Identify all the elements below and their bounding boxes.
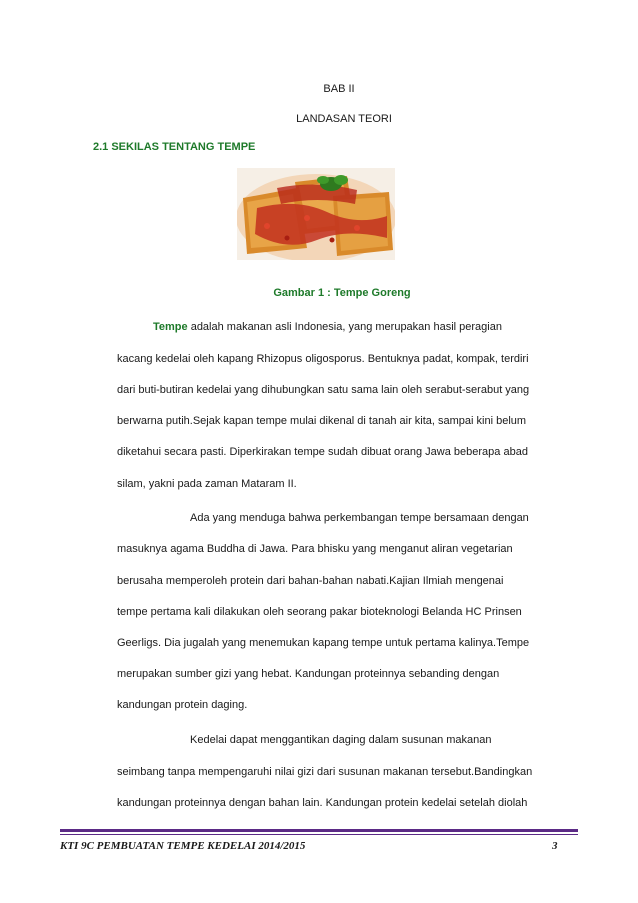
footer-rule-thin <box>60 834 578 835</box>
figure-caption: Gambar 1 : Tempe Goreng <box>273 287 411 299</box>
paragraph-3-line-1: Kedelai dapat menggantikan daging dalam susunan makanan <box>190 734 492 746</box>
paragraph-2-line-5: Geerligs. Dia jugalah yang menemukan kapang tempe untuk pertama kalinya.Tempe <box>117 637 530 649</box>
tempe-goreng-image <box>237 168 395 260</box>
chapter-label: BAB II <box>323 83 355 95</box>
footer-title: KTI 9C PEMBUATAN TEMPE KEDELAI 2014/2015 <box>60 840 306 852</box>
paragraph-2-line-6: merupakan sumber gizi yang hebat. Kandungan proteinnya sebanding dengan <box>117 668 500 680</box>
chapter-title: LANDASAN TEORI <box>296 113 392 125</box>
footer-rule-thick <box>60 829 578 832</box>
paragraph-1-line-5: diketahui secara pasti. Diperkirakan tempe sudah dibuat orang Jawa beberapa abad <box>117 446 528 458</box>
paragraph-1-line-6: silam, yakni pada zaman Mataram II. <box>117 478 297 490</box>
paragraph-3-line-3: kandungan proteinnya dengan bahan lain. Kandungan protein kedelai setelah diolah <box>117 797 528 809</box>
paragraph-1-line-1 <box>153 321 502 333</box>
paragraph-3-line-2: seimbang tanpa mempengaruhi nilai gizi dari susunan makanan tersebut.Bandingkan <box>117 766 533 778</box>
paragraph-2-line-4: tempe pertama kali dilakukan oleh seorang pakar bioteknologi Belanda HC Prinsen <box>117 606 522 618</box>
paragraph-2-line-1: Ada yang menduga bahwa perkembangan tempe bersamaan dengan <box>190 512 529 524</box>
paragraph-1-line-4: berwarna putih.Sejak kapan tempe mulai dikenal di tanah air kita, sampai kini belum <box>117 415 527 427</box>
paragraph-2-line-2: masuknya agama Buddha di Jawa. Para bhisku yang menganut aliran vegetarian <box>117 543 513 555</box>
paragraph-1-line-3: dari buti-butiran kedelai yang dihubungkan satu sama lain oleh serabut-serabut yang <box>117 384 530 396</box>
paragraph-2-line-3: berusaha memperoleh protein dari bahan-bahan nabati.Kajian Ilmiah mengenai <box>117 575 504 587</box>
paragraph-1-line-2: kacang kedelai oleh kapang Rhizopus oligosporus. Bentuknya padat, kompak, terdiri <box>117 353 529 365</box>
paragraph-2-line-7: kandungan protein daging. <box>117 699 248 711</box>
keyword-tempe: Tempe <box>153 321 188 333</box>
paragraph-1-line-1-text: adalah makanan asli Indonesia, yang merupakan hasil peragian <box>187 321 502 333</box>
section-title: 2.1 SEKILAS TENTANG TEMPE <box>93 141 256 153</box>
page-number: 3 <box>552 840 558 852</box>
